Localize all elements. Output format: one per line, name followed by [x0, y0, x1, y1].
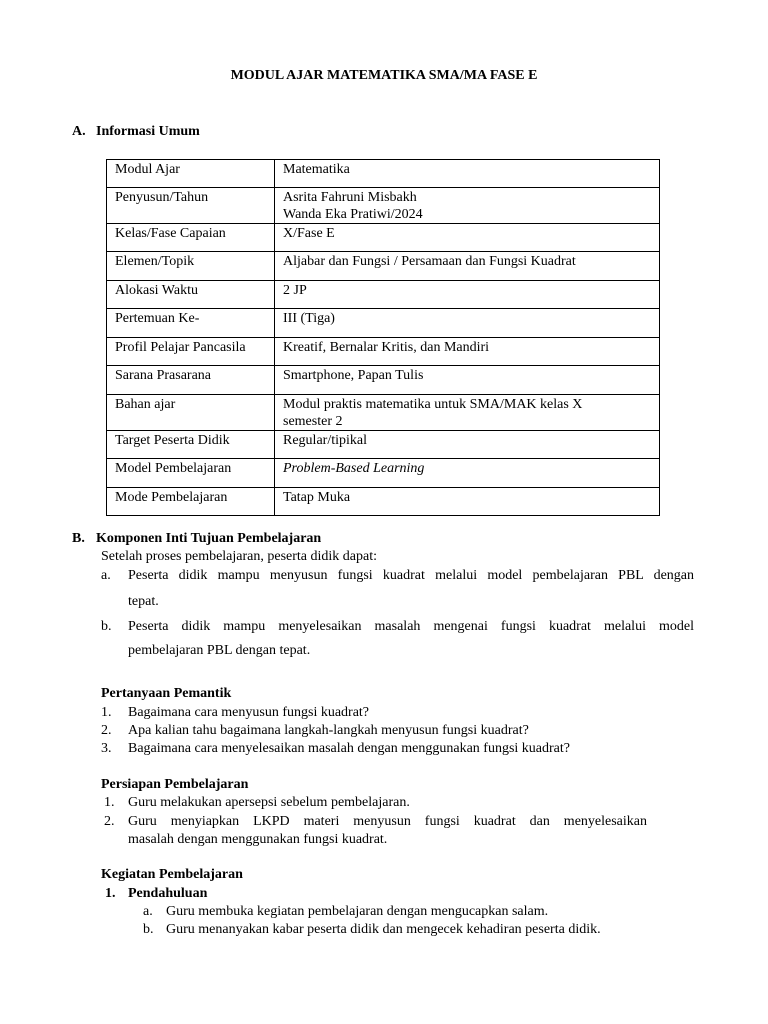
table-cell-key: Penyusun/Tahun: [107, 188, 275, 224]
pemantik-heading: Pertanyaan Pemantik: [101, 686, 232, 701]
list-marker: a.: [101, 568, 111, 583]
table-row: [107, 224, 660, 252]
list-item-line: Peserta didik mampu menyelesaikan masalah mengenai fungsi kuadrat melalui model: [128, 619, 694, 634]
table-row: [107, 459, 660, 488]
table-cell-key: Profil Pelajar Pancasila: [107, 338, 275, 366]
table-cell-key: Kelas/Fase Capaian: [107, 224, 275, 252]
table-cell-value-line: Modul praktis matematika untuk SMA/MAK kelas X: [283, 397, 583, 412]
table-cell-key: Modul Ajar: [107, 160, 275, 188]
table-cell-value: 2 JP: [275, 281, 660, 309]
table-row: [107, 309, 660, 338]
table-cell-key: Mode Pembelajaran: [107, 488, 275, 516]
table-row: [107, 252, 660, 281]
table-cell-key: Elemen/Topik: [107, 252, 275, 281]
section-b-heading: Komponen Inti Tujuan Pembelajaran: [96, 531, 322, 546]
section-a-label: A.: [72, 124, 86, 139]
list-item: Apa kalian tahu bagaimana langkah-langkah menyusun fungsi kuadrat?: [128, 723, 529, 738]
table-row: [107, 338, 660, 366]
list-marker: 1.: [105, 886, 116, 901]
table-cell-value: Aljabar dan Fungsi / Persamaan dan Fungsi Kuadrat: [275, 252, 660, 281]
table-cell-value: III (Tiga): [275, 309, 660, 338]
list-item: Guru membuka kegiatan pembelajaran dengan mengucapkan salam.: [166, 904, 549, 919]
list-marker: 1.: [101, 705, 112, 720]
table-cell-key: Model Pembelajaran: [107, 459, 275, 488]
table-cell-key: Bahan ajar: [107, 395, 275, 431]
persiapan-heading: Persiapan Pembelajaran: [101, 777, 249, 792]
list-item: Bagaimana cara menyelesaikan masalah dengan menggunakan fungsi kuadrat?: [128, 741, 570, 756]
list-marker: 2.: [101, 723, 112, 738]
table-row: [107, 431, 660, 459]
table-cell-value: [275, 188, 660, 224]
table-row: [107, 281, 660, 309]
list-item-line: masalah dengan menggunakan fungsi kuadrat.: [128, 832, 388, 847]
table-cell-value-line: Wanda Eka Pratiwi/2024: [283, 207, 423, 222]
table-row: [107, 488, 660, 516]
list-marker: 2.: [104, 814, 115, 829]
kegiatan-heading: Kegiatan Pembelajaran: [101, 867, 243, 882]
section-a-heading: Informasi Umum: [96, 124, 200, 139]
table-row: [107, 366, 660, 395]
list-marker: 1.: [104, 795, 115, 810]
info-table: [106, 159, 660, 516]
list-item: Guru melakukan apersepsi sebelum pembelajaran.: [128, 795, 410, 810]
list-item-line: pembelajaran PBL dengan tepat.: [128, 643, 311, 658]
list-item-line: Peserta didik mampu menyusun fungsi kuadrat melalui model pembelajaran PBL dengan: [128, 568, 694, 583]
table-cell-key: Sarana Prasarana: [107, 366, 275, 395]
list-marker: 3.: [101, 741, 112, 756]
table-cell-value: Kreatif, Bernalar Kritis, dan Mandiri: [275, 338, 660, 366]
list-item-line: Guru menyiapkan LKPD materi menyusun fungsi kuadrat dan menyelesaikan: [128, 814, 647, 829]
table-cell-value: Tatap Muka: [275, 488, 660, 516]
table-cell-value: Matematika: [275, 160, 660, 188]
list-marker: b.: [101, 619, 112, 634]
table-cell-value-line: Asrita Fahruni Misbakh: [283, 190, 417, 205]
list-marker: a.: [143, 904, 153, 919]
list-item: Bagaimana cara menyusun fungsi kuadrat?: [128, 705, 370, 720]
section-b-intro: Setelah proses pembelajaran, peserta didik dapat:: [101, 549, 378, 564]
table-cell-value-line: semester 2: [283, 414, 343, 429]
table-cell-value: [275, 395, 660, 431]
page-title: MODUL AJAR MATEMATIKA SMA/MA FASE E: [230, 68, 538, 83]
list-item-line: tepat.: [128, 594, 159, 609]
table-row: [107, 160, 660, 188]
table-cell-key: Target Peserta Didik: [107, 431, 275, 459]
table-cell-value: X/Fase E: [275, 224, 660, 252]
table-cell-value: Problem-Based Learning: [275, 459, 660, 488]
list-marker: b.: [143, 922, 154, 937]
table-cell-value: Smartphone, Papan Tulis: [275, 366, 660, 395]
list-item: Guru menanyakan kabar peserta didik dan mengecek kehadiran peserta didik.: [166, 922, 601, 937]
table-row: [107, 188, 660, 224]
table-cell-value: Regular/tipikal: [275, 431, 660, 459]
subsection-heading: Pendahuluan: [128, 886, 208, 901]
table-row: [107, 395, 660, 431]
table-cell-key: Alokasi Waktu: [107, 281, 275, 309]
section-b-label: B.: [72, 531, 85, 546]
table-cell-key: Pertemuan Ke-: [107, 309, 275, 338]
